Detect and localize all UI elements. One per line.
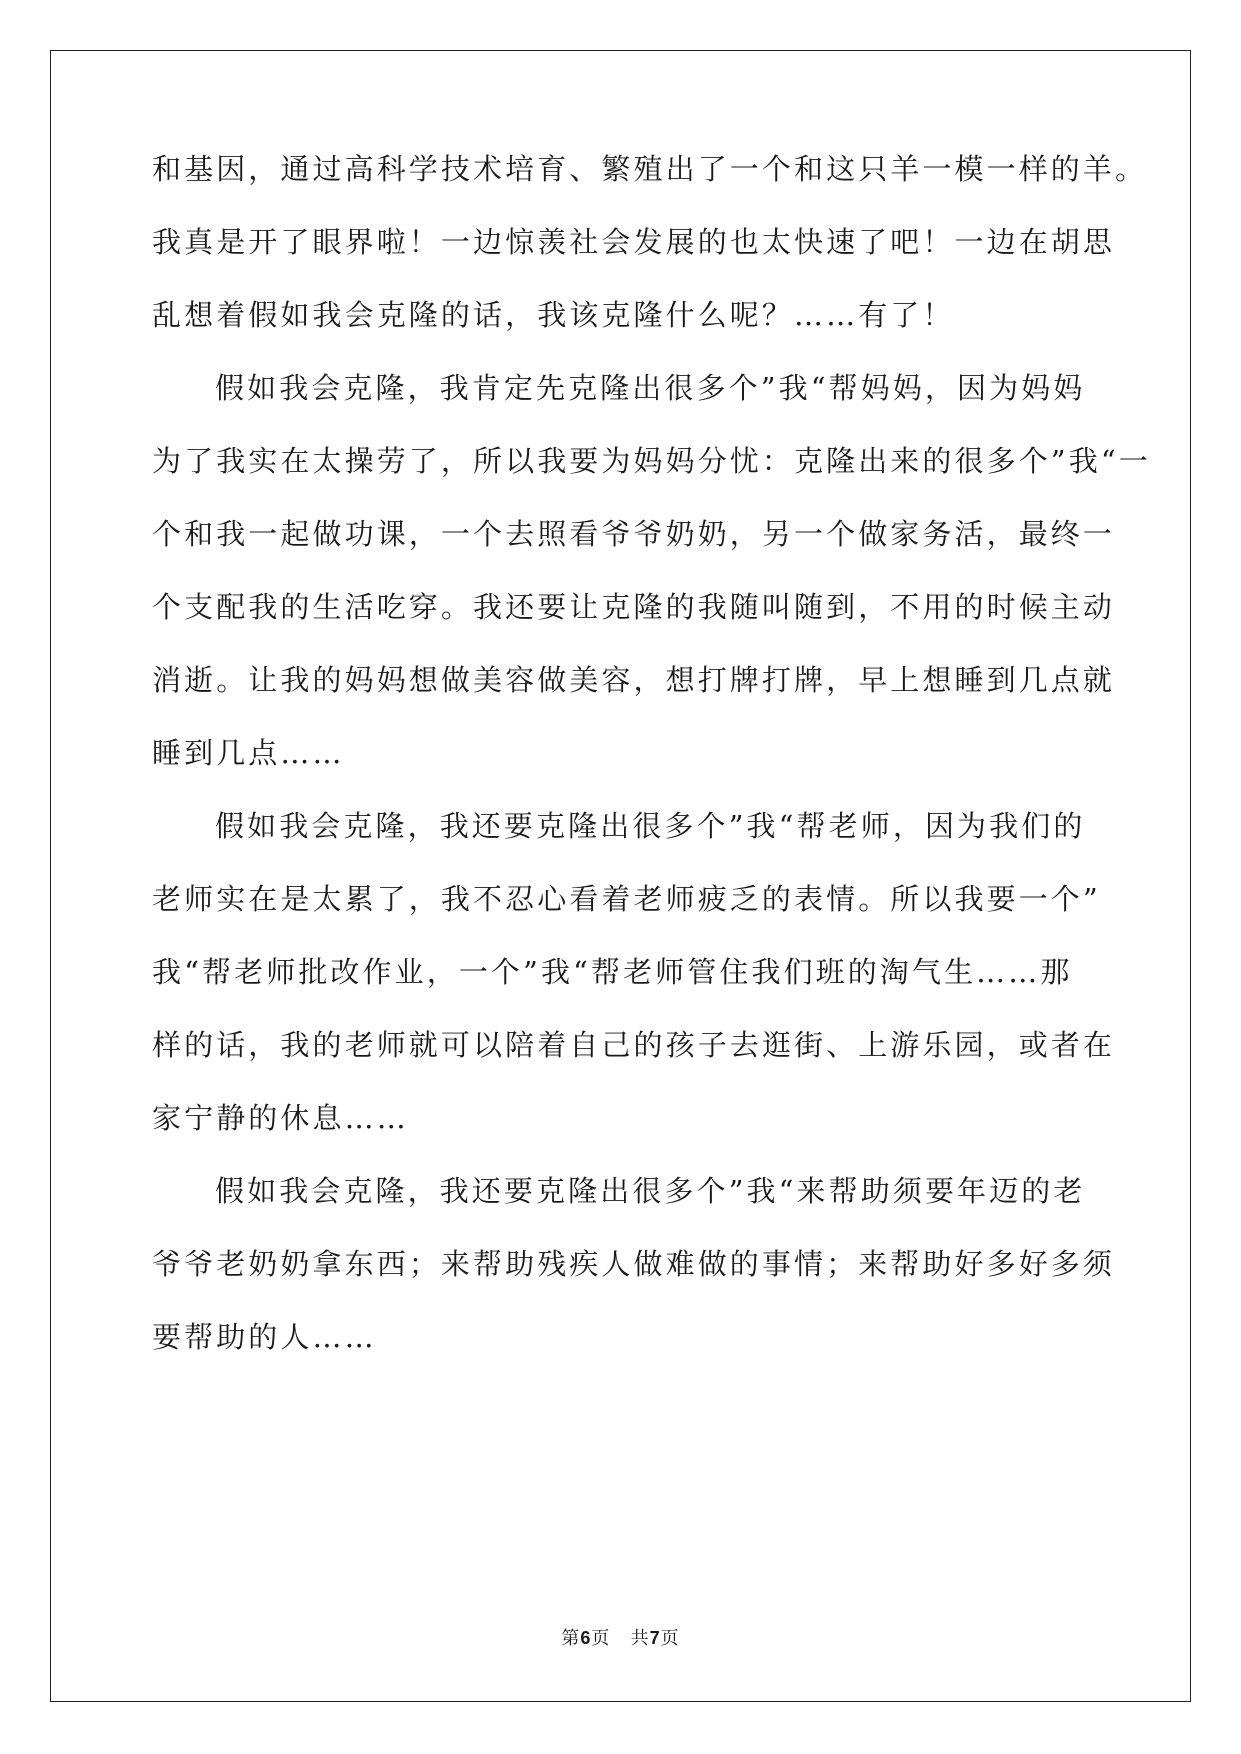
text-line: 家宁静的休息…… [152, 1101, 409, 1135]
text-line: 个和我一起做功课，一个去照看爷爷奶奶，另一个做家务活，最终一 [152, 517, 1116, 551]
text-line: 老师实在是太累了，我不忍心看着老师疲乏的表情。所以我要一个” [152, 882, 1101, 916]
paragraph-first-line: 假如我会克隆，我还要克隆出很多个”我“帮老师，因为我们的 [215, 809, 1086, 843]
footer-total-pages: 7 [649, 1628, 661, 1648]
text-line: 个支配我的生活吃穿。我还要让克隆的我随叫随到，不用的时候主动 [152, 590, 1116, 624]
text-line: 样的话，我的老师就可以陪着自己的孩子去逛街、上游乐园，或者在 [152, 1028, 1116, 1062]
text-line: 爷爷老奶奶拿东西；来帮助残疾人做难做的事情；来帮助好多好多须 [152, 1247, 1116, 1281]
text-line: 消逝。让我的妈妈想做美容做美容，想打牌打牌，早上想睡到几点就 [152, 663, 1116, 697]
paragraph-first-line: 假如我会克隆，我肯定先克隆出很多个”我“帮妈妈，因为妈妈 [215, 371, 1086, 405]
text-line: 我真是开了眼界啦！一边惊羡社会发展的也太快速了吧！一边在胡思 [152, 225, 1116, 259]
text-line: 和基因，通过高科学技术培育、繁殖出了一个和这只羊一模一样的羊。 [152, 152, 1148, 186]
text-line: 乱想着假如我会克隆的话，我该克隆什么呢？……有了！ [152, 298, 955, 332]
text-line: 我“帮老师批改作业，一个”我“帮老师管住我们班的淘气生……那 [152, 955, 1073, 989]
footer-page-mid: 页 共 [591, 1628, 650, 1649]
paragraph-first-line: 假如我会克隆，我还要克隆出很多个”我“来帮助须要年迈的老 [215, 1174, 1086, 1208]
footer-current-page: 6 [580, 1628, 592, 1648]
text-line: 睡到几点…… [152, 736, 345, 770]
footer-page-prefix: 第 [561, 1628, 581, 1649]
text-line: 要帮助的人…… [152, 1320, 377, 1354]
text-line: 为了我实在太操劳了，所以我要为妈妈分忧：克隆出来的很多个”我“一 [152, 444, 1151, 478]
footer-page-suffix: 页 [660, 1628, 680, 1649]
page-footer [0, 1627, 1241, 1650]
